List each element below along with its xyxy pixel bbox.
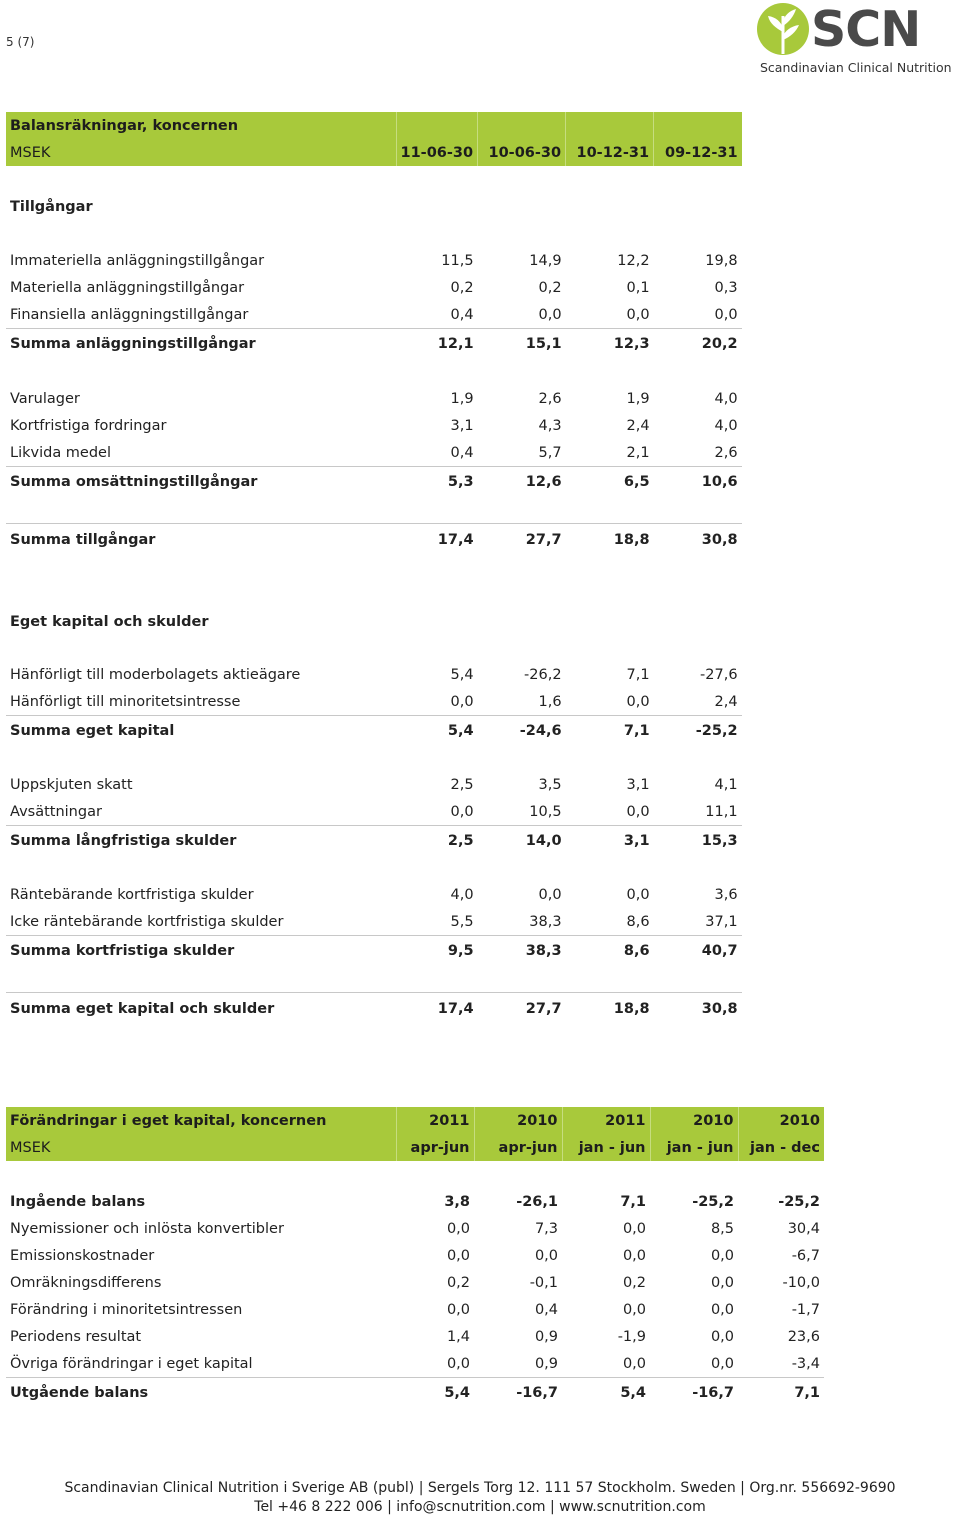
row-value bbox=[478, 608, 566, 635]
leaf-icon bbox=[756, 2, 812, 60]
row-value: 3,6 bbox=[714, 886, 738, 903]
row-value: 2,4 bbox=[714, 693, 738, 710]
row-value: 14,0 bbox=[478, 826, 566, 857]
table-row bbox=[6, 771, 742, 798]
row-value: 0,4 bbox=[450, 444, 474, 461]
spacer-row bbox=[6, 358, 742, 385]
row-value: 0,0 bbox=[626, 693, 650, 710]
spacer-row bbox=[6, 556, 742, 582]
row-value: 8,5 bbox=[710, 1220, 734, 1237]
row-value: 3,1 bbox=[450, 417, 474, 434]
row-value: 5,3 bbox=[396, 467, 478, 497]
spacer-row bbox=[6, 582, 742, 608]
row-value: 2,1 bbox=[626, 444, 650, 461]
logo-subtitle: Scandinavian Clinical Nutrition bbox=[760, 60, 952, 75]
row-value: 0,0 bbox=[450, 803, 474, 820]
row-value: 0,0 bbox=[622, 1301, 646, 1318]
row-value: 17,4 bbox=[396, 993, 478, 1026]
total-row bbox=[6, 524, 742, 557]
closing-balance-row bbox=[6, 1378, 824, 1409]
row-label: Tillgångar bbox=[10, 198, 93, 215]
section-heading bbox=[6, 193, 742, 220]
row-value: 15,1 bbox=[478, 329, 566, 359]
column-header: 09-12-31 bbox=[654, 139, 742, 166]
row-label: Icke räntebärande kortfristiga skulder bbox=[10, 913, 284, 930]
row-value: 0,4 bbox=[534, 1301, 558, 1318]
row-value: 2,5 bbox=[450, 776, 474, 793]
row-value: 0,2 bbox=[450, 279, 474, 296]
row-label: Materiella anläggningstillgångar bbox=[10, 279, 245, 296]
table-header-columns bbox=[6, 139, 742, 166]
row-label: Varulager bbox=[10, 390, 80, 407]
header-blank bbox=[566, 112, 654, 139]
footer-contact: Tel +46 8 222 006 | info@scnutrition.com | www.scnutrition.com bbox=[254, 1499, 706, 1515]
column-year: 2010 bbox=[650, 1107, 738, 1134]
subtotal-row bbox=[6, 936, 742, 967]
row-value: 11,5 bbox=[441, 252, 474, 269]
row-value: 40,7 bbox=[654, 936, 742, 967]
row-value: 30,8 bbox=[654, 524, 742, 557]
row-value: 4,0 bbox=[714, 417, 738, 434]
row-value: 17,4 bbox=[396, 524, 478, 557]
row-value: 1,4 bbox=[446, 1328, 470, 1345]
row-label: Likvida medel bbox=[10, 444, 112, 461]
row-value: 0,0 bbox=[710, 1274, 734, 1291]
row-value: -10,0 bbox=[782, 1274, 820, 1291]
row-value bbox=[566, 608, 654, 635]
row-value: 0,0 bbox=[626, 803, 650, 820]
row-label: Hänförligt till moderbolagets aktieägare bbox=[10, 666, 301, 683]
table-header-columns bbox=[6, 1134, 824, 1161]
table-header-title bbox=[6, 1107, 824, 1134]
row-label: Summa eget kapital bbox=[6, 716, 396, 747]
unit-label: MSEK bbox=[6, 1134, 396, 1161]
header-blank bbox=[396, 112, 478, 139]
row-value: 8,6 bbox=[626, 913, 650, 930]
row-value: -16,7 bbox=[474, 1378, 562, 1409]
table-row bbox=[6, 1269, 824, 1296]
row-value: 15,3 bbox=[654, 826, 742, 857]
row-label: Summa omsättningstillgångar bbox=[6, 467, 396, 497]
row-label: Summa eget kapital och skulder bbox=[6, 993, 396, 1026]
table-row bbox=[6, 1242, 824, 1269]
row-value: 11,1 bbox=[705, 803, 738, 820]
column-period: apr-jun bbox=[396, 1134, 474, 1161]
row-value: 0,0 bbox=[446, 1301, 470, 1318]
spacer-row bbox=[6, 220, 742, 247]
row-value: 27,7 bbox=[478, 524, 566, 557]
column-header: 10-12-31 bbox=[566, 139, 654, 166]
subtotal-row bbox=[6, 329, 742, 359]
row-value: 1,9 bbox=[450, 390, 474, 407]
row-value: 7,1 bbox=[738, 1378, 824, 1409]
row-value bbox=[396, 193, 478, 220]
row-value: 10,6 bbox=[654, 467, 742, 497]
row-value: 12,2 bbox=[617, 252, 650, 269]
row-value: 0,0 bbox=[710, 1355, 734, 1372]
row-value: 5,5 bbox=[450, 913, 474, 930]
row-value: 0,0 bbox=[622, 1247, 646, 1264]
row-value: 5,4 bbox=[562, 1378, 650, 1409]
row-value: 0,0 bbox=[622, 1355, 646, 1372]
row-label: Summa långfristiga skulder bbox=[6, 826, 396, 857]
row-value: -0,1 bbox=[529, 1274, 558, 1291]
row-value: 0,0 bbox=[538, 886, 562, 903]
opening-balance-row bbox=[6, 1188, 824, 1215]
row-label: Förändring i minoritetsintressen bbox=[10, 1301, 243, 1318]
column-period: apr-jun bbox=[474, 1134, 562, 1161]
row-value: 30,8 bbox=[654, 993, 742, 1026]
row-value: 0,0 bbox=[622, 1220, 646, 1237]
spacer-row bbox=[6, 635, 742, 661]
column-period: jan - jun bbox=[562, 1134, 650, 1161]
row-value: 0,2 bbox=[446, 1274, 470, 1291]
row-value: 3,8 bbox=[444, 1193, 470, 1210]
row-value: 38,3 bbox=[478, 936, 566, 967]
row-value: 5,4 bbox=[450, 666, 474, 683]
row-label: Ingående balans bbox=[10, 1193, 146, 1210]
table-row bbox=[6, 439, 742, 467]
row-value: 0,3 bbox=[714, 279, 738, 296]
row-value: 18,8 bbox=[566, 524, 654, 557]
row-value: 18,8 bbox=[566, 993, 654, 1026]
logo-wordmark: SCN bbox=[811, 1, 921, 58]
column-header: 11-06-30 bbox=[396, 139, 478, 166]
row-value: 3,1 bbox=[566, 826, 654, 857]
column-year: 2010 bbox=[474, 1107, 562, 1134]
row-value: 12,3 bbox=[566, 329, 654, 359]
row-value: 30,4 bbox=[787, 1220, 820, 1237]
spacer-row bbox=[6, 166, 742, 193]
row-label: Omräkningsdifferens bbox=[10, 1274, 162, 1291]
row-value: 0,0 bbox=[710, 1301, 734, 1318]
row-value: 0,4 bbox=[450, 306, 474, 323]
row-value: 0,0 bbox=[714, 306, 738, 323]
column-year: 2011 bbox=[562, 1107, 650, 1134]
table-row bbox=[6, 385, 742, 412]
row-label: Övriga förändringar i eget kapital bbox=[10, 1355, 253, 1372]
footer-address: Scandinavian Clinical Nutrition i Sverige AB (publ) | Sergels Torg 12. 111 57 Stockholm. Sweden | Org.nr. 556692-9690 bbox=[64, 1480, 896, 1496]
row-label: Utgående balans bbox=[6, 1378, 396, 1409]
table-row bbox=[6, 908, 742, 936]
section-heading bbox=[6, 608, 742, 635]
row-value: -25,2 bbox=[654, 716, 742, 747]
header-blank bbox=[654, 112, 742, 139]
row-value bbox=[654, 193, 742, 220]
row-value: 7,3 bbox=[534, 1220, 558, 1237]
row-value: 0,0 bbox=[626, 886, 650, 903]
row-value: 4,3 bbox=[538, 417, 562, 434]
row-value: 0,2 bbox=[538, 279, 562, 296]
row-value: 1,6 bbox=[538, 693, 562, 710]
row-value: 0,0 bbox=[446, 1247, 470, 1264]
row-value: -25,2 bbox=[778, 1193, 820, 1210]
row-label: Summa tillgångar bbox=[6, 524, 396, 557]
row-value: -3,4 bbox=[791, 1355, 820, 1372]
row-value: 12,1 bbox=[396, 329, 478, 359]
row-value: 5,4 bbox=[396, 1378, 474, 1409]
row-label: Hänförligt till minoritetsintresse bbox=[10, 693, 241, 710]
row-value: -26,1 bbox=[516, 1193, 558, 1210]
table-row bbox=[6, 274, 742, 301]
row-value bbox=[566, 193, 654, 220]
row-value bbox=[654, 608, 742, 635]
balance-sheet-table bbox=[6, 112, 742, 1025]
row-value: -1,7 bbox=[791, 1301, 820, 1318]
row-value: -24,6 bbox=[478, 716, 566, 747]
row-value: 10,5 bbox=[529, 803, 562, 820]
row-value bbox=[478, 193, 566, 220]
row-value: 2,6 bbox=[538, 390, 562, 407]
row-label: Periodens resultat bbox=[10, 1328, 142, 1345]
table-row bbox=[6, 688, 742, 716]
row-value: -25,2 bbox=[692, 1193, 734, 1210]
row-value: -26,2 bbox=[524, 666, 562, 683]
row-value: 0,0 bbox=[446, 1220, 470, 1237]
subtotal-row bbox=[6, 826, 742, 857]
row-value: 8,6 bbox=[566, 936, 654, 967]
table-row bbox=[6, 412, 742, 439]
row-value: 7,1 bbox=[626, 666, 650, 683]
spacer-row bbox=[6, 496, 742, 524]
row-value: 19,8 bbox=[705, 252, 738, 269]
page-number: 5 (7) bbox=[6, 35, 35, 49]
row-value: 2,4 bbox=[626, 417, 650, 434]
row-label: Kortfristiga fordringar bbox=[10, 417, 167, 434]
row-value: 1,9 bbox=[626, 390, 650, 407]
row-value: 0,0 bbox=[450, 693, 474, 710]
total-row bbox=[6, 993, 742, 1026]
table-row bbox=[6, 881, 742, 908]
column-header: 10-06-30 bbox=[478, 139, 566, 166]
row-value: 4,1 bbox=[714, 776, 738, 793]
row-label: Räntebärande kortfristiga skulder bbox=[10, 886, 254, 903]
row-value bbox=[396, 608, 478, 635]
company-logo bbox=[756, 2, 960, 76]
table-title: Förändringar i eget kapital, koncernen bbox=[6, 1107, 396, 1134]
row-value: -16,7 bbox=[650, 1378, 738, 1409]
row-value: 2,5 bbox=[396, 826, 478, 857]
row-value: 5,4 bbox=[396, 716, 478, 747]
row-value: 27,7 bbox=[478, 993, 566, 1026]
unit-label: MSEK bbox=[6, 139, 396, 166]
row-value: 0,9 bbox=[534, 1355, 558, 1372]
row-label: Finansiella anläggningstillgångar bbox=[10, 306, 249, 323]
row-value: 0,0 bbox=[538, 306, 562, 323]
row-value: 12,6 bbox=[478, 467, 566, 497]
subtotal-row bbox=[6, 716, 742, 747]
table-row bbox=[6, 301, 742, 329]
row-value: 0,0 bbox=[710, 1328, 734, 1345]
table-row bbox=[6, 247, 742, 274]
spacer-row bbox=[6, 856, 742, 881]
row-value: -1,9 bbox=[617, 1328, 646, 1345]
row-value: 0,0 bbox=[534, 1247, 558, 1264]
row-value: 0,0 bbox=[446, 1355, 470, 1372]
row-value: 4,0 bbox=[450, 886, 474, 903]
row-label: Summa anläggningstillgångar bbox=[6, 329, 396, 359]
row-value: 4,0 bbox=[714, 390, 738, 407]
row-value: 3,1 bbox=[626, 776, 650, 793]
header-blank bbox=[478, 112, 566, 139]
row-value: 6,5 bbox=[566, 467, 654, 497]
table-row bbox=[6, 1215, 824, 1242]
row-value: 20,2 bbox=[654, 329, 742, 359]
row-label: Emissionskostnader bbox=[10, 1247, 155, 1264]
row-value: 0,0 bbox=[710, 1247, 734, 1264]
table-title: Balansräkningar, koncernen bbox=[6, 112, 396, 139]
row-label: Eget kapital och skulder bbox=[10, 613, 209, 630]
spacer-row bbox=[6, 1161, 824, 1188]
table-row bbox=[6, 1323, 824, 1350]
row-label: Uppskjuten skatt bbox=[10, 776, 133, 793]
row-value: 5,7 bbox=[538, 444, 562, 461]
row-value: 0,9 bbox=[534, 1328, 558, 1345]
column-year: 2010 bbox=[738, 1107, 824, 1134]
column-period: jan - dec bbox=[738, 1134, 824, 1161]
row-label: Summa kortfristiga skulder bbox=[6, 936, 396, 967]
row-value: -27,6 bbox=[700, 666, 738, 683]
spacer-row bbox=[6, 746, 742, 771]
row-value: 23,6 bbox=[787, 1328, 820, 1345]
column-year: 2011 bbox=[396, 1107, 474, 1134]
subtotal-row bbox=[6, 467, 742, 497]
row-value: 0,0 bbox=[626, 306, 650, 323]
row-value: 14,9 bbox=[529, 252, 562, 269]
column-period: jan - jun bbox=[650, 1134, 738, 1161]
row-value: 7,1 bbox=[620, 1193, 646, 1210]
equity-changes-table bbox=[6, 1107, 824, 1408]
table-row bbox=[6, 1296, 824, 1323]
row-value: 2,6 bbox=[714, 444, 738, 461]
row-label: Avsättningar bbox=[10, 803, 102, 820]
table-row bbox=[6, 1350, 824, 1378]
row-label: Immateriella anläggningstillgångar bbox=[10, 252, 265, 269]
row-value: 0,2 bbox=[622, 1274, 646, 1291]
row-label: Nyemissioner och inlösta konvertibler bbox=[10, 1220, 284, 1237]
row-value: -6,7 bbox=[791, 1247, 820, 1264]
row-value: 0,1 bbox=[626, 279, 650, 296]
table-row bbox=[6, 798, 742, 826]
row-value: 7,1 bbox=[566, 716, 654, 747]
row-value: 9,5 bbox=[396, 936, 478, 967]
table-header-title bbox=[6, 112, 742, 139]
spacer-row bbox=[6, 966, 742, 993]
row-value: 38,3 bbox=[529, 913, 562, 930]
row-value: 3,5 bbox=[538, 776, 562, 793]
row-value: 37,1 bbox=[705, 913, 738, 930]
table-row bbox=[6, 661, 742, 688]
